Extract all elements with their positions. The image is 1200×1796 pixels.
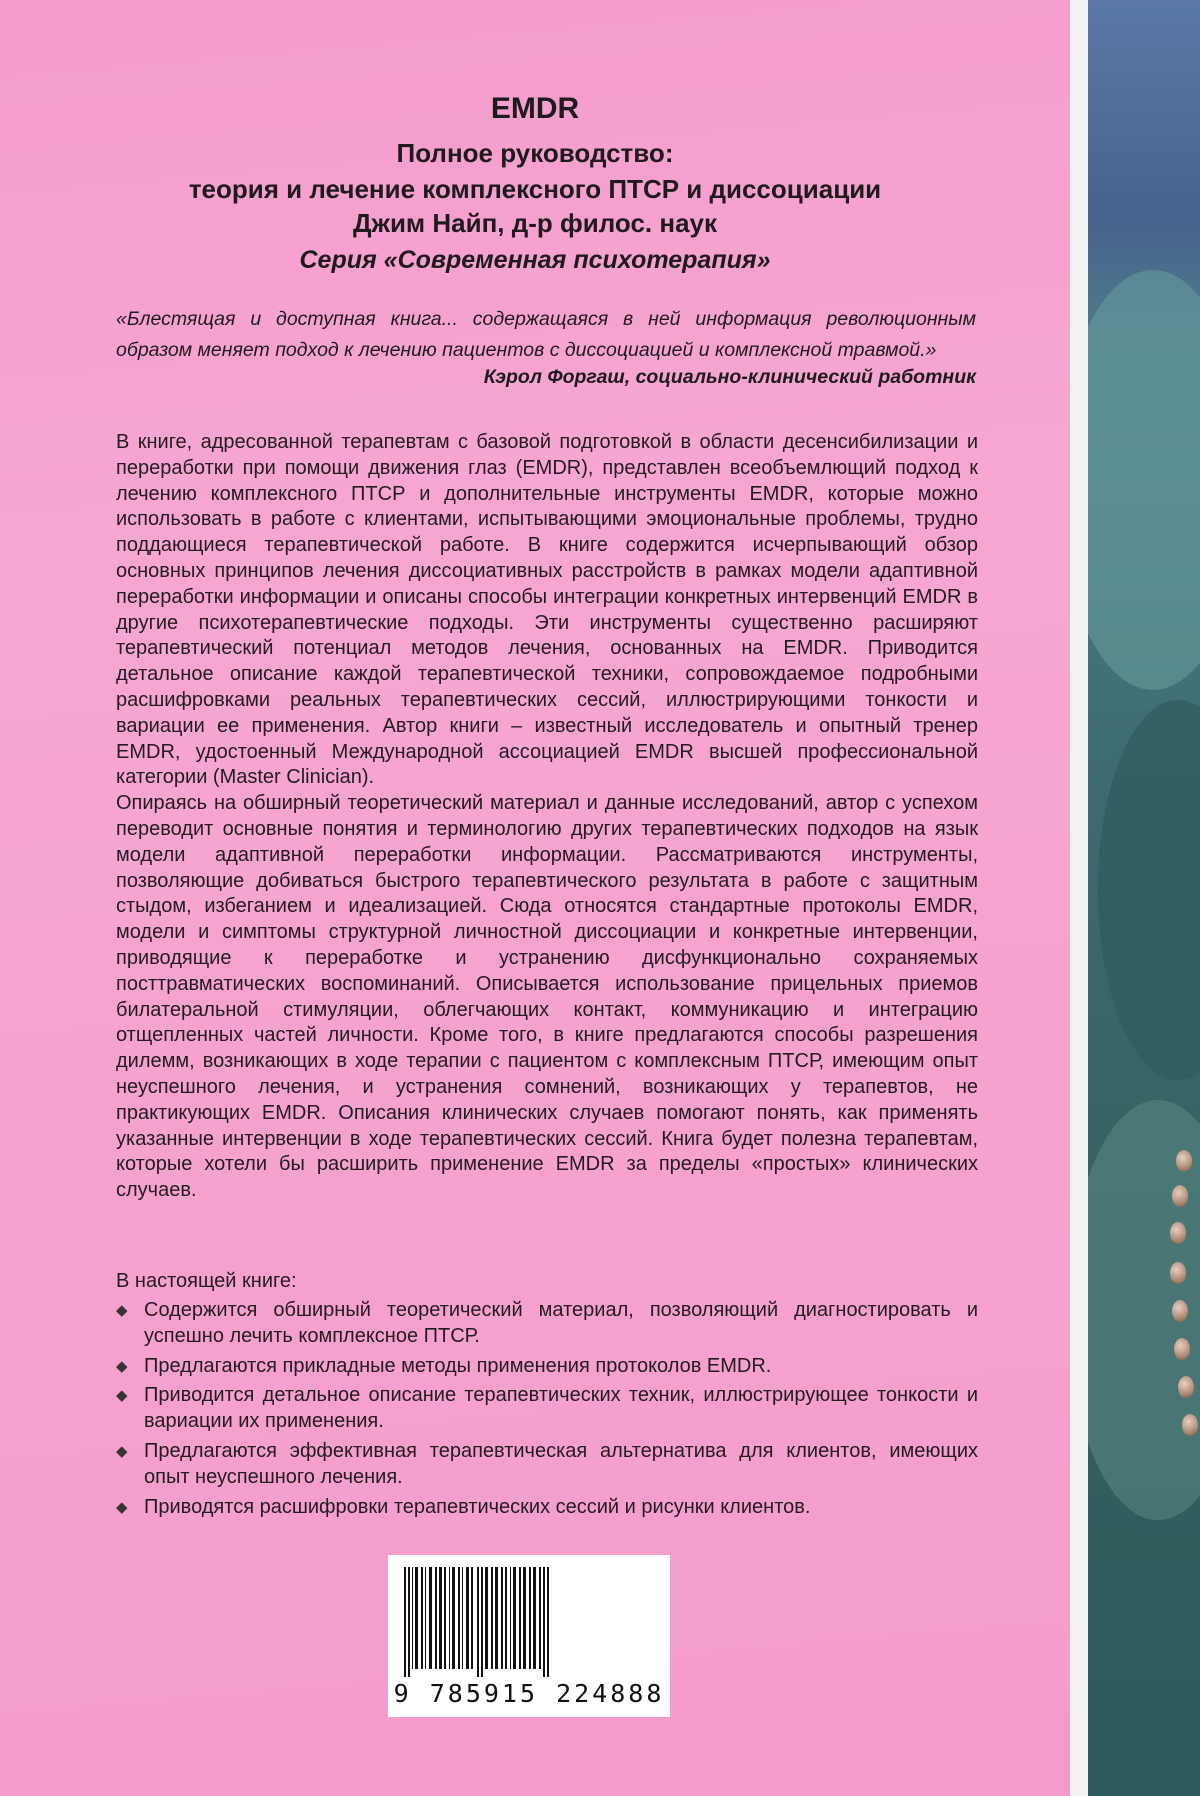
barcode-bar xyxy=(435,1567,437,1669)
features-list xyxy=(116,1298,978,1524)
page-edge xyxy=(1070,0,1088,1796)
barcode-bar xyxy=(529,1567,531,1669)
art-shape xyxy=(1098,700,1200,1080)
book-description xyxy=(116,430,978,1204)
barcode-bar xyxy=(547,1567,549,1677)
list-item: ◆ Предлагаются прикладные методы применения протоколов EMDR. xyxy=(116,1354,978,1380)
features-title: В настоящей книге: xyxy=(116,1270,297,1292)
barcode-bar xyxy=(485,1567,488,1669)
book-title: EMDR xyxy=(490,92,580,125)
barcode-bar xyxy=(543,1567,545,1677)
barcode-bar xyxy=(421,1567,423,1669)
review-quote: «Блестящая и доступная книга... содержащаяся в ней информация революционным образом меняет подход к лечению пациентов с диссоциацией и комплексной травмой.» xyxy=(116,308,976,361)
book-subtitle-line2: теория и лечение комплексного ПТСР и диссоциации xyxy=(188,174,882,204)
bead-decoration xyxy=(1182,1414,1198,1436)
barcode-bar xyxy=(533,1567,536,1669)
barcode-bar xyxy=(429,1567,432,1669)
bead-decoration xyxy=(1176,1150,1192,1172)
barcode-bars xyxy=(402,1567,656,1677)
list-item: ◆ Предлагаются эффективная терапевтическая альтернатива для клиентов, имеющих опыт неуспешного лечения. xyxy=(116,1439,978,1491)
art-shape xyxy=(1088,270,1200,690)
barcode-bar xyxy=(449,1567,450,1669)
bead-decoration xyxy=(1174,1338,1190,1360)
barcode-bar xyxy=(452,1567,455,1669)
bead-decoration xyxy=(1170,1262,1186,1284)
bead-decoration xyxy=(1178,1376,1194,1398)
barcode-bar xyxy=(466,1567,469,1669)
book-series: Серия «Современная психотерапия» xyxy=(299,246,771,274)
barcode-bar xyxy=(477,1567,479,1677)
barcode-bar xyxy=(412,1567,413,1669)
barcode-bar xyxy=(505,1567,507,1669)
barcode-bar xyxy=(501,1567,503,1669)
list-item: ◆ Приводится детальное описание терапевтических техник, иллюстрирующее тонкости и вариации их применения. xyxy=(116,1383,978,1435)
review-attribution: Кэрол Форгаш, социально-клинический работник xyxy=(483,366,976,388)
barcode-bar xyxy=(425,1567,426,1669)
barcode-bar xyxy=(462,1567,463,1669)
barcode-bar xyxy=(513,1567,516,1669)
description-paragraph: Опираясь на обширный теоретический материал и данные исследований, автор с успехом переводит основные понятия и терминологию других терапевтических подходов на язык модели адаптивной переработки информации. Рассматриваются инструменты, позволяющие добиваться быстрого терапевтического результата в работе с защитным стыдом, избеганием и идеализацией. Сюда относятся стандартные протоколы EMDR, модели и симптомы структурной личностной диссоциации и конкретные интервенции, приводящие к переработке и устранению дисфункционально сохраняемых посттравматических воспоминаний. Описывается использование прицельных приемов билатеральной стимуляции, облегчающих контакт, коммуникацию и интеграцию отщепленных частей личности. Кроме того, в книге предлагаются способы разрешения дилемм, возникающих в ходе терапии с пациентом с комплексным ПТСР, имеющим опыт неуспешного лечения, и устранения сомнений, возникающих у терапевтов, не практикующих EMDR. Описания клинических случаев помогают понять, как применять указанные интервенции в ходе терапевтических сессий. Книга будет полезна терапевтам, которые хотели бы расширить применение EMDR за пределы «простых» клинических случаев. xyxy=(116,792,978,1202)
bead-decoration xyxy=(1172,1185,1188,1207)
bead-decoration xyxy=(1170,1222,1186,1244)
barcode-bar xyxy=(510,1567,511,1669)
barcode-bar xyxy=(458,1567,460,1669)
barcode-bar xyxy=(408,1567,410,1677)
barcode-bar xyxy=(439,1567,442,1669)
list-item: ◆ Содержится обширный теоретический материал, позволяющий диагностировать и успешно лечить комплексное ПТСР. xyxy=(116,1298,978,1350)
barcode-bar xyxy=(539,1567,541,1669)
barcode-bar xyxy=(495,1567,498,1669)
isbn-barcode xyxy=(388,1555,670,1717)
barcode-bar xyxy=(491,1567,493,1669)
barcode-bar xyxy=(444,1567,446,1669)
side-illustration xyxy=(1088,0,1200,1796)
book-author: Джим Найп, д-р филос. наук xyxy=(352,208,718,238)
barcode-bar xyxy=(404,1567,406,1677)
barcode-bar xyxy=(523,1567,526,1669)
barcode-bar xyxy=(471,1567,473,1669)
book-subtitle-line1: Полное руководство: xyxy=(396,138,674,168)
barcode-bar xyxy=(481,1567,483,1677)
isbn-number: 9 785915 224888 xyxy=(393,1679,665,1708)
list-item: ◆ Приводятся расшифровки терапевтических сессий и рисунки клиентов. xyxy=(116,1495,978,1521)
description-paragraph: В книге, адресованной терапевтам с базовой подготовкой в области десенсибилизации и переработки при помощи движения глаз (EMDR), представлен всеобъемлющий подход к лечению комплексного ПТСР и дополнительные инструменты EMDR, которые можно использовать в работе с клиентами, испытывающими эмоциональные проблемы, трудно поддающиеся терапевтической работе. В книге содержится исчерпывающий обзор основных принципов лечения диссоциативных расстройств в рамках модели адаптивной переработки информации и описаны способы интеграции конкретных интервенций EMDR в другие психотерапевтические подходы. Эти инструменты существенно расширяют терапевтический потенциал методов лечения, основанных на EMDR. Приводится детальное описание каждой терапевтической техники, сопровождаемое подробными расшифровками реальных терапевтических сессий, иллюстрирующими тонкости и вариации ее применения. Автор книги – известный исследователь и опытный тренер EMDR, удостоенный Международной ассоциацией EMDR высшей профессиональной категории (Master Clinician). xyxy=(116,431,978,789)
bead-decoration xyxy=(1172,1300,1188,1322)
barcode-bar xyxy=(519,1567,521,1669)
barcode-bar xyxy=(415,1567,418,1669)
